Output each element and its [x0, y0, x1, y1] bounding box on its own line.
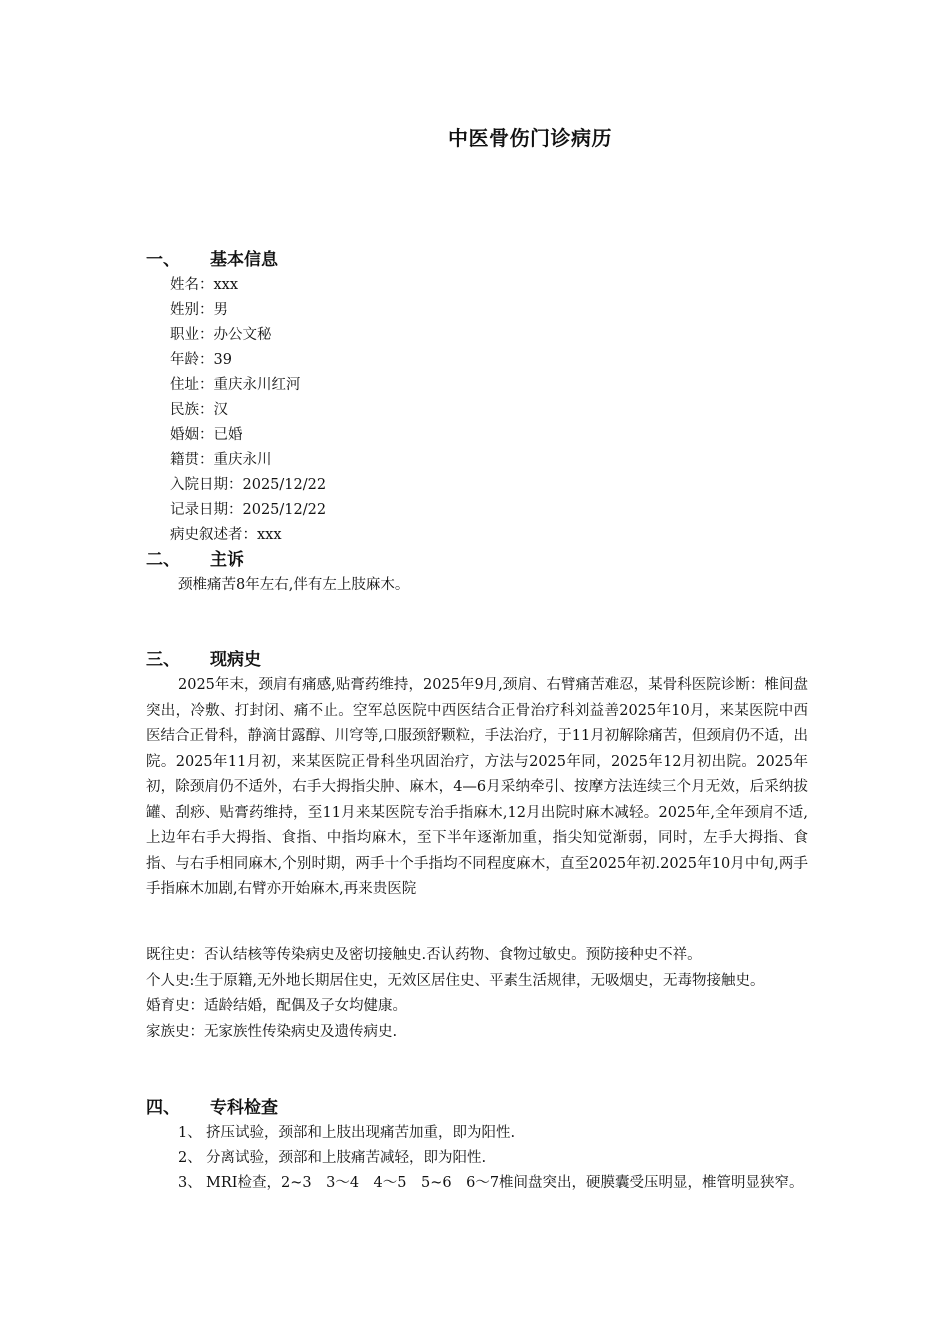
field-gender: 姓别：男 [170, 302, 228, 318]
section-title: 主诉 [210, 550, 244, 570]
field-marital: 婚姻：已婚 [170, 427, 243, 443]
list-item-text: 分离试验，颈部和上肢痛苦减轻，即为阳性. [206, 1150, 487, 1166]
basic-info-section [146, 247, 808, 548]
marriage-history: 婚育史：适龄结婚，配偶及子女均健康。 [146, 998, 407, 1014]
field-age: 年龄：39 [170, 352, 232, 368]
chief-complaint-section [146, 547, 808, 598]
list-item [146, 1121, 808, 1146]
list-item [146, 1171, 808, 1196]
section-number: 一、 [146, 250, 180, 270]
section-title: 专科检查 [210, 1098, 278, 1118]
specialist-exam-heading [146, 1095, 808, 1121]
exam-list [146, 1121, 808, 1196]
list-item [146, 1146, 808, 1171]
section-title: 基本信息 [210, 250, 278, 270]
document-title: 中医骨伤门诊病历 [448, 126, 612, 150]
field-address: 住址：重庆永川红河 [170, 377, 301, 393]
list-item-text: 挤压试验，颈部和上肢出现痛苦加重，即为阳性. [206, 1125, 516, 1141]
field-name: 姓名：xxx [170, 277, 239, 293]
family-history: 家族史：无家族性传染病史及遗传病史. [146, 1023, 398, 1040]
list-item-number: 3、 [178, 1175, 202, 1191]
chief-complaint-heading [146, 547, 808, 573]
section-number: 二、 [146, 550, 180, 570]
list-item-number: 2、 [178, 1150, 202, 1166]
section-number: 四、 [146, 1098, 180, 1118]
field-narrator: 病史叙述者：xxx [170, 527, 282, 543]
field-admission-date: 入院日期：2025/12/22 [170, 477, 327, 493]
past-history: 既往史：否认结核等传染病史及密切接触史.否认药物、食物过敏史。预防接种史不祥。 [146, 947, 702, 963]
basic-info-heading [146, 247, 808, 273]
present-illness-text: 2025年末，颈肩有痛感,贴膏药维持，2025年9月,颈肩、右臂痛苦难忍，某骨科医院诊断：椎间盘突出，冷敷、打封闭、痛不止。空军总医院中西医结合正骨治疗科刘益善2025年10月，来某医院中西医结合正骨科，静滴甘露醇、川穹等,口服颈舒颗粒，手法治疗，于11月初解除痛苦，但颈肩仍不适，出院。2025年11月初，来某医院正骨科坐巩固治疗，方法与2025年同，2025年12月初出院。2025年初，除颈肩仍不适外，右手大拇指尖肿、麻木，4—6月采纳牵引、按摩方法连续三个月无效，后采纳拔罐、刮痧、贴膏药维持，至11月来某医院专治手指麻木,12月出院时麻木减轻。2025年,全年颈肩不适,上边年右手大拇指、食指、中指均麻木，至下半年逐渐加重，指尖知觉渐弱，同时，左手大拇指、食指、与右手相同麻木,个别时期，两手十个手指均不同程度麻木，直至2025年初.2025年10月中旬,两手手指麻木加剧,右臂亦开始麻木,再来贵医院 [146, 677, 808, 897]
field-ethnicity: 民族：汉 [170, 402, 228, 418]
field-record-date: 记录日期：2025/12/22 [170, 502, 327, 518]
personal-history: 个人史:生于原籍,无外地长期居住史，无效区居住史、平素生活规律，无吸烟史，无毒物接触史。 [146, 972, 765, 989]
present-illness-heading [146, 647, 808, 673]
specialist-exam-section [146, 1095, 808, 1196]
field-occupation: 职业：办公文秘 [170, 327, 272, 343]
section-title: 现病史 [210, 650, 261, 670]
medical-history-block [146, 943, 808, 1045]
field-native-place: 籍贯：重庆永川 [170, 452, 272, 468]
list-item-text: MRI检查，2~3 3～4 4～5 5~6 6～7椎间盘突出，硬膜囊受压明显，椎管明显狭窄。 [206, 1175, 804, 1191]
chief-complaint-text: 颈椎痛苦8年左右,伴有左上肢麻木。 [178, 577, 410, 593]
section-number: 三、 [146, 650, 180, 670]
present-illness-section [146, 647, 808, 903]
list-item-number: 1、 [178, 1125, 202, 1141]
